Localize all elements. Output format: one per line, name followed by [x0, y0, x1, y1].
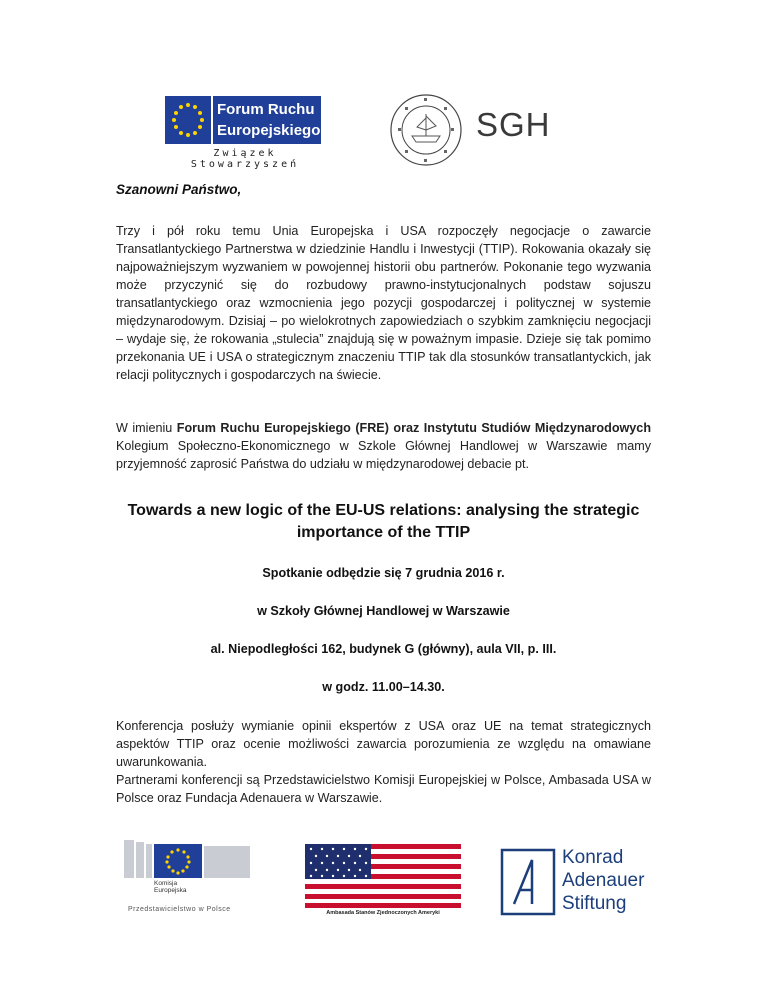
us-flag-icon [305, 844, 461, 916]
greeting: Szanowni Państwo, [116, 182, 242, 197]
paragraph-invitation: W imieniu Forum Ruchu Europejskiego (FRE) oraz Instytutu Studiów Międzynarodowych Kolegium Społeczno-Ekonomicznego w Szkole Głównej Handlowej w Warszawie mamy przyjemność zaprosić Państwa do udziału w międzynarodowej debacie pt. [116, 421, 652, 471]
event-title: Towards a new logic of the EU-US relations: analysing the strategic importance of the TTIP [127, 502, 640, 541]
kas-emblem-icon [500, 848, 556, 916]
event-date: Spotkanie odbędzie się 7 grudnia 2016 r. [262, 566, 505, 580]
sgh-logo-text: SGH [476, 106, 551, 143]
ec-logo-subtitle: Przedstawicielstwo w Polsce [128, 906, 231, 913]
paragraph-intro: Trzy i pół roku temu Unia Europejska i USA rozpoczęły negocjacje o zawarcie Transatlantyckiego Partnerstwa w dziedzinie Handlu i Inwestycji (TTIP). Rokowania okazały się najpoważniejszym wyzwaniem w powojennej historii obu partnerów. Pokonanie tego wyzwania może przyczynić się do rozbudowy prawno-instytucjonalnych podstaw sojuszu transatlantyckiego oraz wzmocnienia jego pozycji gospodarczej i politycznej w systemie międzynarodowym. Dzisiaj – po wielokrotnych zapowiedziach o szybkim zamknięciu negocjacji – wydaje się, że rokowania „stulecia” znajdują się w poważnym impasie. Dzieje się tak pomimo przekonania UE i USA o strategicznym znaczeniu TTIP tak dla stosunków transatlantyckich, jak relacji politycznych i gospodarczych na świecie. [116, 224, 651, 382]
ec-logo-text: Komisja Europejska [154, 880, 187, 894]
eu-flag-icon [165, 96, 211, 144]
fre-subtitle: Związek Stowarzyszeń [190, 148, 300, 170]
us-embassy-caption: Ambasada Stanów Zjednoczonych Ameryki [326, 910, 440, 916]
event-address: al. Niepodległości 162, budynek G (główny), aula VII, p. III. [210, 642, 557, 656]
kas-logo [500, 846, 650, 920]
european-commission-logo [120, 836, 255, 916]
paragraph-partners: Partnerami konferencji są Przedstawicielstwo Komisji Europejskiej w Polsce, Ambasada USA w Polsce oraz Fundacja Adenauera w Warszawie. [116, 773, 651, 805]
kas-logo-text: Konrad Adenauer Stiftung [562, 847, 645, 914]
fre-logo-text: Forum Ruchu Europejskiego [213, 96, 321, 144]
event-place: w Szkoły Głównej Handlowej w Warszawie [257, 604, 510, 618]
sgh-seal-icon [388, 92, 464, 168]
paragraph-purpose: Konferencja posłuży wymianie opinii ekspertów z USA oraz UE na temat strategicznych aspektów TTIP oraz ocenie możliwości zawarcia porozumienia ze względu na omawiane uwarunkowania. [116, 719, 651, 769]
fre-logo [165, 96, 325, 170]
event-time: w godz. 11.00–14.30. [322, 680, 445, 694]
organizer-names: Forum Ruchu Europejskiego (FRE) oraz Instytutu Studiów Międzynarodowych [176, 421, 652, 435]
